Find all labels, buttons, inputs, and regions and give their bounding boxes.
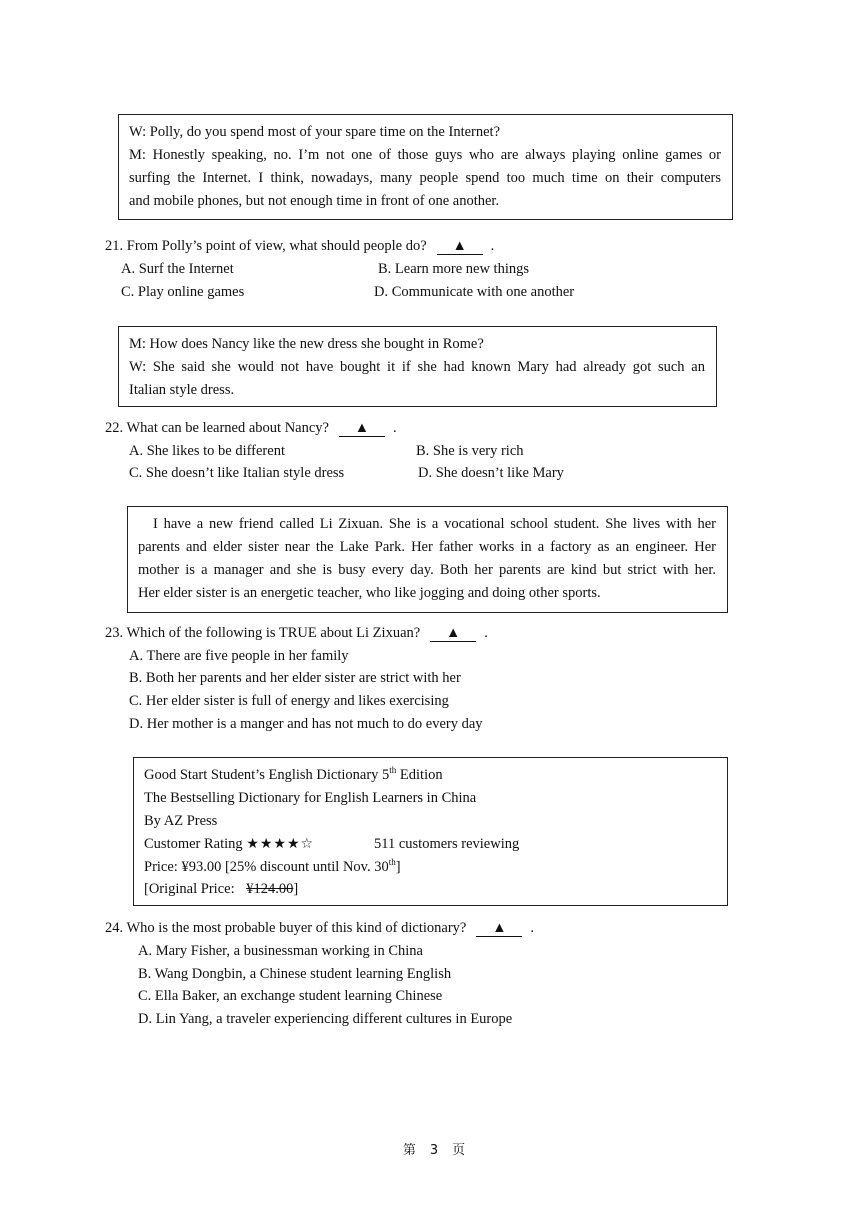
- price-text: Price: ¥93.00 [25% discount until Nov. 30: [144, 859, 389, 875]
- ad-original-price: [144, 880, 298, 898]
- question-24-stem: [105, 919, 534, 937]
- dialog-line: M: Honestly speaking, no. I’m not one of those guys who are always playing online games or: [129, 147, 721, 163]
- ad-subtitle: The Bestselling Dictionary for English Learners in China: [144, 790, 477, 806]
- stem-end: .: [490, 238, 495, 254]
- price-end: ]: [395, 859, 401, 875]
- passage-box: [127, 506, 728, 613]
- price-sup: th: [388, 857, 396, 868]
- question-stem-text: 24. Who is the most probable buyer of this kind of dictionary?: [105, 920, 467, 936]
- option-d[interactable]: D. Her mother is a manger and has not much to do every day: [129, 716, 483, 732]
- option-a[interactable]: A. Surf the Internet: [121, 261, 234, 277]
- option-b[interactable]: B. Wang Dongbin, a Chinese student learning English: [138, 966, 452, 982]
- option-b[interactable]: B. Both her parents and her elder sister are strict with her: [129, 670, 461, 686]
- option-c[interactable]: C. Her elder sister is full of energy and likes exercising: [129, 693, 449, 709]
- dictionary-ad-box: [133, 757, 728, 906]
- passage-line: I have a new friend called Li Zixuan. She is a vocational school student. She lives with her: [153, 516, 716, 532]
- footer-prefix: 第: [402, 1143, 416, 1158]
- dialog-line: W: Polly, do you spend most of your spare time on the Internet?: [129, 124, 501, 140]
- option-a[interactable]: A. She likes to be different: [129, 443, 285, 459]
- dialog-box-2: [118, 326, 717, 407]
- dialog-line: W: She said she would not have bought it if she had known Mary had already got such an: [129, 359, 705, 375]
- dialog-box-1: [118, 114, 733, 220]
- stem-end: .: [392, 420, 397, 436]
- option-d[interactable]: D. She doesn’t like Mary: [418, 465, 564, 481]
- dialog-line: Italian style dress.: [129, 382, 235, 398]
- question-22-stem: [105, 419, 397, 437]
- option-a[interactable]: A. There are five people in her family: [129, 648, 349, 664]
- ad-title: [144, 766, 443, 784]
- question-21-stem: [105, 237, 494, 255]
- option-d[interactable]: D. Lin Yang, a traveler experiencing different cultures in Europe: [138, 1011, 513, 1027]
- rating-stars: ★★★★☆: [246, 836, 315, 852]
- stem-end: .: [530, 920, 534, 936]
- question-stem-text: 22. What can be learned about Nancy?: [105, 420, 329, 436]
- passage-line: parents and elder sister near the Lake Park. Her father works in a factory as an engineer. Her: [138, 539, 716, 555]
- footer-suffix: 页: [452, 1143, 466, 1158]
- option-d[interactable]: D. Communicate with one another: [374, 284, 575, 300]
- option-b[interactable]: B. She is very rich: [416, 443, 524, 459]
- answer-blank[interactable]: ▲: [339, 420, 385, 437]
- passage-line: mother is a manager and she is busy every day. Both her parents are kind but strict with her.: [138, 562, 716, 578]
- option-c[interactable]: C. Ella Baker, an exchange student learning Chinese: [138, 988, 443, 1004]
- option-a[interactable]: A. Mary Fisher, a businessman working in China: [138, 943, 423, 959]
- question-stem-text: 21. From Polly’s point of view, what should people do?: [105, 238, 427, 254]
- ad-reviews: 511 customers reviewing: [374, 836, 520, 852]
- question-stem-text: 23. Which of the following is TRUE about Li Zixuan?: [105, 625, 421, 641]
- rating-label: Customer Rating: [144, 836, 243, 852]
- option-c[interactable]: C. She doesn’t like Italian style dress: [129, 465, 345, 481]
- ad-title-end: Edition: [396, 767, 443, 783]
- dialog-line: M: How does Nancy like the new dress she bought in Rome?: [129, 336, 484, 352]
- question-23-stem: [105, 624, 488, 642]
- original-price-value: ¥124.00: [246, 881, 294, 897]
- ad-rating-row: [144, 835, 314, 853]
- dialog-line: and mobile phones, but not enough time in front of one another.: [129, 193, 500, 209]
- ad-title-text: Good Start Student’s English Dictionary 5: [144, 767, 390, 783]
- passage-line: Her elder sister is an energetic teacher, who like jogging and doing other sports.: [138, 585, 601, 601]
- option-c[interactable]: C. Play online games: [121, 284, 245, 300]
- option-b[interactable]: B. Learn more new things: [378, 261, 530, 277]
- dialog-line: surfing the Internet. I think, nowadays, many people spend too much time on their computers: [129, 170, 721, 186]
- ad-publisher: By AZ Press: [144, 813, 218, 829]
- ad-price: [144, 858, 401, 876]
- original-price-label: [Original Price:: [144, 881, 235, 897]
- original-price-end: ]: [293, 881, 299, 897]
- page-footer: [0, 1139, 868, 1158]
- answer-blank[interactable]: ▲: [437, 238, 483, 255]
- answer-blank[interactable]: ▲: [476, 920, 522, 937]
- page-number: 3: [429, 1143, 439, 1158]
- stem-end: .: [484, 625, 488, 641]
- answer-blank[interactable]: ▲: [430, 625, 476, 642]
- ad-title-sup: th: [389, 765, 397, 776]
